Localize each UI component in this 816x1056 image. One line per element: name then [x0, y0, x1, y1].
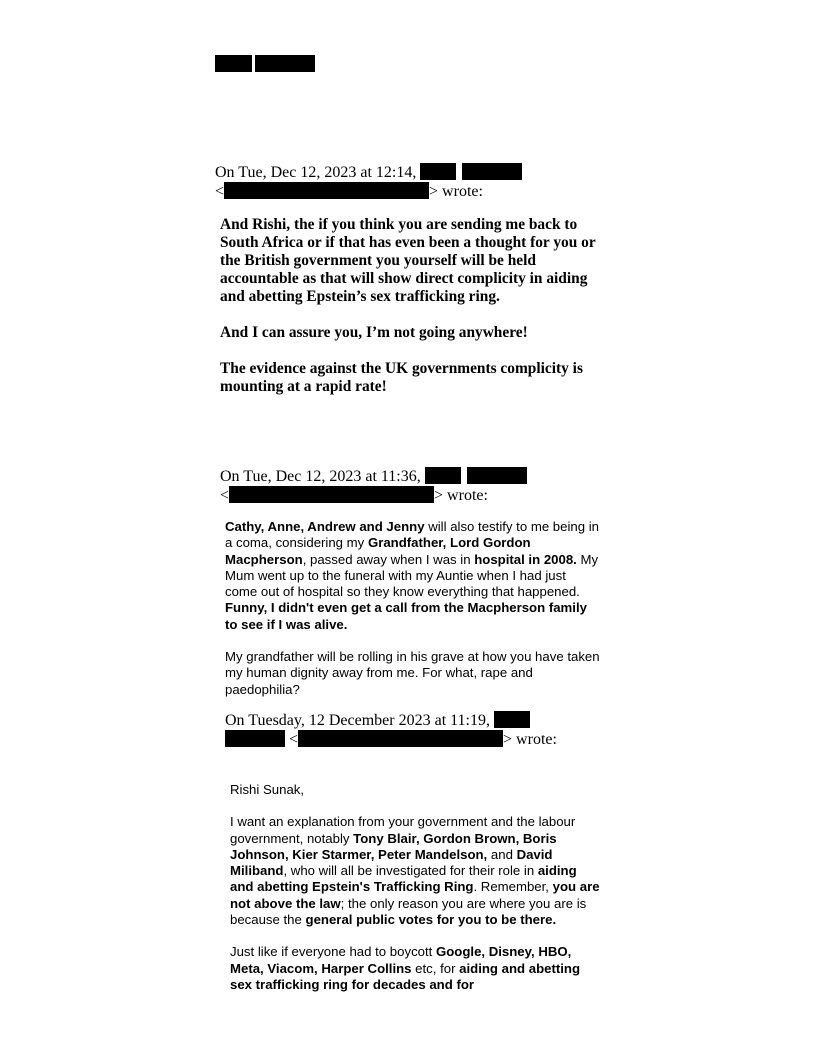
body-paragraph: My grandfather will be rolling in his grave at how you have taken my human dignity away from me. For what, rape and paedophilia? [225, 649, 600, 697]
header-date-text: On Tuesday, 12 December 2023 at 11:19, [225, 712, 490, 729]
body-text: , passed away when I was in [302, 551, 475, 567]
body-text: and [487, 846, 517, 862]
body-paragraph [225, 519, 600, 633]
address-open: < [220, 487, 230, 504]
bold-text: David Miliband [230, 846, 553, 879]
redacted-sender-first [425, 467, 461, 484]
body-paragraph: And I can assure you, I’m not going anywhere! [220, 324, 528, 341]
address-open: < [215, 183, 225, 200]
email-header-1 [215, 163, 522, 182]
redacted-sender-last [462, 163, 522, 180]
header-date-text: On Tue, Dec 12, 2023 at 11:36, [220, 468, 421, 485]
bold-text: aiding and abetting sex trafficking ring for decades and for [230, 960, 581, 992]
body-text: etc, for [411, 960, 460, 976]
redacted-sender-last [467, 467, 527, 484]
body-text: will also testify to me being in a coma, considering my [225, 519, 600, 551]
bold-text: Tony Blair, Gordon Brown, Boris Johnson, Kier Starmer, Peter Mandelson, [230, 830, 557, 862]
bold-text: Grandfather, Lord Gordon Macpherson [225, 535, 531, 567]
redacted-name-2 [255, 55, 315, 72]
body-text: Just like if everyone had to boycott [230, 944, 436, 960]
email-body-1 [220, 216, 600, 414]
body-text: , who will all be investigated for their role in [283, 863, 538, 879]
redacted-sender-last [225, 730, 285, 747]
redacted-sender-first [420, 163, 456, 180]
body-text: ; the only reason you are where you are is because the [230, 895, 587, 928]
redacted-sender-first [494, 711, 530, 728]
body-paragraph [230, 944, 600, 993]
bold-text: general public votes for you to be there. [305, 912, 557, 928]
wrote-label: > wrote: [429, 183, 483, 200]
address-open: < [289, 731, 299, 748]
email-header-2-address [220, 486, 488, 505]
body-text: I want an explanation from your government and the labour government, notably [230, 814, 576, 846]
redacted-name-1 [215, 55, 252, 72]
email-header-3 [225, 711, 530, 730]
wrote-label: > wrote: [503, 731, 557, 748]
email-header-2 [220, 467, 527, 486]
bold-text: Google, Disney, HBO, Meta, Viacom, Harper Collins [230, 944, 572, 976]
redacted-email-address [298, 730, 503, 747]
email-body-3 [230, 782, 600, 1009]
body-text: . Remember, [473, 879, 553, 895]
bold-text: Cathy, Anne, Andrew and Jenny [225, 519, 425, 534]
greeting: Rishi Sunak, [230, 782, 305, 797]
email-body-2 [225, 519, 600, 714]
bold-text: you are not above the law [230, 879, 600, 911]
bold-text: hospital in 2008. [474, 551, 577, 567]
body-paragraph: And Rishi, the if you think you are sending me back to South Africa or if that has even been a thought for you or the British government you yourself will be held accountable as that will show direct complicity in aiding and abetting Epstein’s sex trafficking ring. [220, 216, 596, 305]
redacted-email-address [229, 486, 434, 503]
bold-text: Funny, I didn't even get a call from the Macpherson family to see if I was alive. [225, 600, 587, 632]
body-paragraph [230, 814, 600, 928]
email-header-1-address [215, 182, 483, 201]
email-header-3-address [225, 730, 557, 749]
body-paragraph: The evidence against the UK governments complicity is mounting at a rapid rate! [220, 360, 583, 395]
bold-text: aiding and abetting Epstein's Trafficking Ring [230, 863, 577, 895]
header-date-text: On Tue, Dec 12, 2023 at 12:14, [215, 164, 417, 181]
body-text: My Mum went up to the funeral with my Auntie when I had just come out of hospital so they know everything that happened. [225, 551, 599, 600]
redacted-email-address [224, 182, 429, 199]
wrote-label: > wrote: [434, 487, 488, 504]
